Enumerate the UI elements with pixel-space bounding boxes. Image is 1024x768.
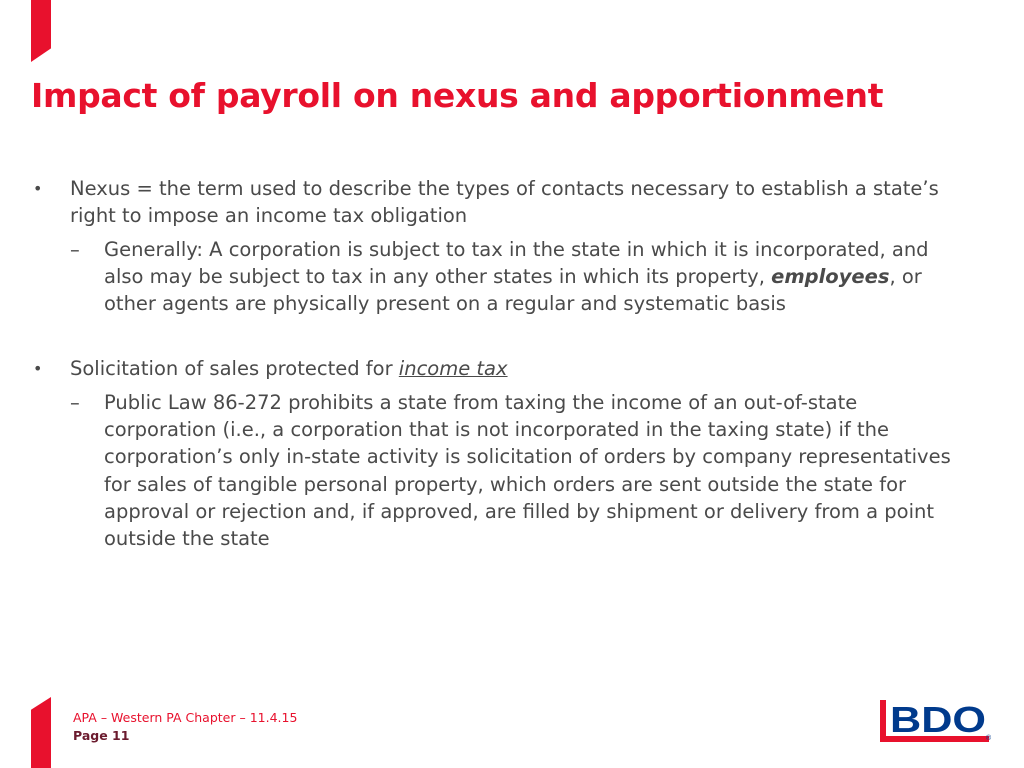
sub-bullet-public-law	[33, 389, 968, 553]
bullet-solicitation	[33, 355, 968, 382]
footer-event: APA – Western PA Chapter – 11.4.15	[73, 710, 298, 725]
bullet-marker: •	[33, 359, 43, 379]
slide-content	[33, 175, 968, 553]
emphasis-employees: employees	[771, 264, 890, 288]
sub-bullet-text: Public Law 86-272 prohibits a state from taxing the income of an out-of-state corporation (i.e., a corporation that is not incorporated in the taxing state) if the corporation’s only in-state activity is solicitation of orders by company representatives for sales of tangible personal property, which orders are sent outside the state for approval or rejection and, if approved, are filled by shipment or delivery from a point outside the state	[104, 390, 951, 551]
bullet-text: Solicitation of sales protected for	[70, 357, 399, 381]
sub-bullet-marker: –	[70, 237, 80, 261]
bullet-marker: •	[33, 179, 43, 198]
logo-red-bar	[880, 700, 886, 742]
bottom-accent-bar	[31, 697, 51, 768]
emphasis-income-tax: income tax	[398, 357, 508, 381]
logo-text: BDO	[890, 700, 986, 740]
slide-title: Impact of payroll on nexus and apportionment	[31, 76, 884, 115]
footer	[73, 709, 297, 745]
sub-bullet-marker: –	[70, 390, 80, 414]
bullet-nexus	[33, 175, 968, 230]
sub-bullet-text-end: , or other agents are physically present on a regular and systematic basis	[104, 264, 922, 316]
top-accent-bar	[31, 0, 51, 62]
bdo-logo-icon	[880, 700, 992, 742]
sub-bullet-generally	[33, 236, 968, 318]
page-number: Page 11	[73, 728, 130, 743]
logo-registered-mark: ®	[986, 735, 992, 742]
bullet-text: Nexus = the term used to describe the types of contacts necessary to establish a state’s right to impose an income tax obligation	[70, 177, 939, 228]
sub-bullet-text-start: Generally: A corporation is subject to tax in the state in which it is incorporated, and also may be subject to tax in any other states in which its property,	[104, 237, 929, 288]
